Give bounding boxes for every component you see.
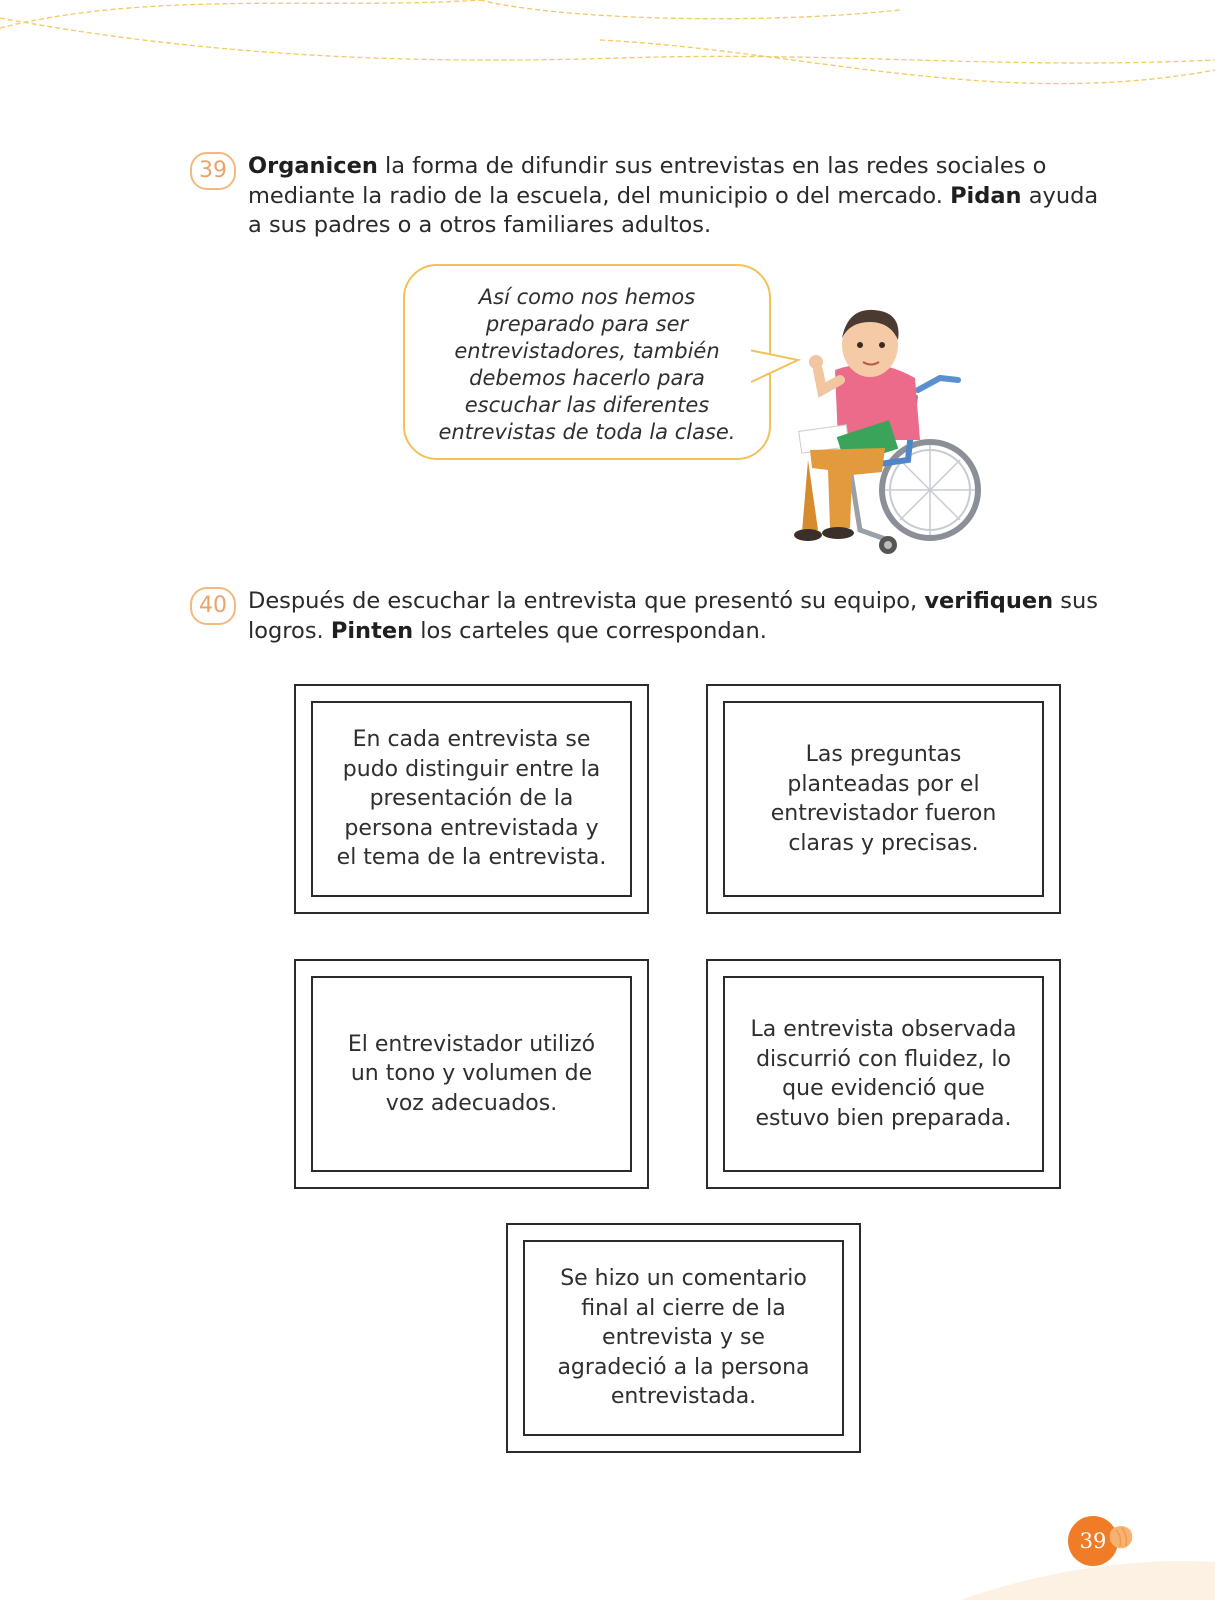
achievement-card-1[interactable] — [294, 684, 649, 914]
activity-40-verb-2: Pinten — [330, 617, 414, 644]
activity-40-text-3: los carteles que correspondan. — [413, 617, 767, 644]
speech-bubble — [403, 264, 771, 460]
activity-39-text-1: la forma de difundir sus entrevistas en las redes sociales o mediante la radio de la escuela, del municipio o del mercado. — [248, 153, 1047, 209]
activity-39-verb-2: Pidan — [950, 182, 1022, 209]
activity-40-verb-1: verifiquen — [924, 588, 1054, 614]
card-text: En cada entrevista se pudo distinguir entre la presentación de la persona entrevistada y el tema de la entrevista. — [336, 727, 607, 871]
activity-40-instructions — [248, 587, 1118, 646]
activity-number-39: 39 — [190, 152, 236, 190]
card-inner-frame — [311, 976, 632, 1172]
card-text: Las preguntas planteadas por el entrevistador fueron claras y precisas. — [770, 742, 997, 856]
bottom-decorative-shape — [0, 1500, 1215, 1600]
card-inner-frame — [723, 976, 1044, 1172]
shell-icon — [1104, 1520, 1138, 1554]
card-inner-frame — [523, 1240, 844, 1436]
achievement-card-2[interactable] — [706, 684, 1061, 914]
achievement-card-5[interactable] — [506, 1223, 861, 1453]
card-inner-frame — [723, 701, 1044, 897]
activity-39-verb-1: Organicen — [248, 153, 378, 179]
card-text: El entrevistador utilizó un tono y volumen de voz adecuados. — [347, 1031, 596, 1116]
activity-39-instructions — [248, 152, 1118, 241]
top-decorative-waves — [0, 0, 1215, 110]
boy-in-wheelchair-illustration — [790, 300, 990, 575]
card-inner-frame — [311, 701, 632, 897]
page-number: 39 — [1068, 1516, 1118, 1566]
card-text: Se hizo un comentario final al cierre de la entrevista y se agradeció a la persona entrevistada. — [557, 1266, 810, 1410]
speech-bubble-text: Así como nos hemos preparado para ser entrevistadores, también debemos hacerlo para escuchar las diferentes entrevistas de toda la clase. — [438, 285, 736, 444]
card-text: La entrevista observada discurrió con fluidez, lo que evidenció que estuvo bien preparada. — [750, 1017, 1017, 1131]
activity-40-text-1: Después de escuchar la entrevista que presentó su equipo, — [248, 588, 925, 614]
achievement-card-4[interactable] — [706, 959, 1061, 1189]
activity-39-text-2: ayuda a sus padres o a otros familiares adultos. — [248, 182, 1099, 238]
achievement-card-3[interactable] — [294, 959, 649, 1189]
activity-40-text-2: sus logros. — [248, 588, 1099, 644]
activity-number-40: 40 — [190, 587, 236, 625]
